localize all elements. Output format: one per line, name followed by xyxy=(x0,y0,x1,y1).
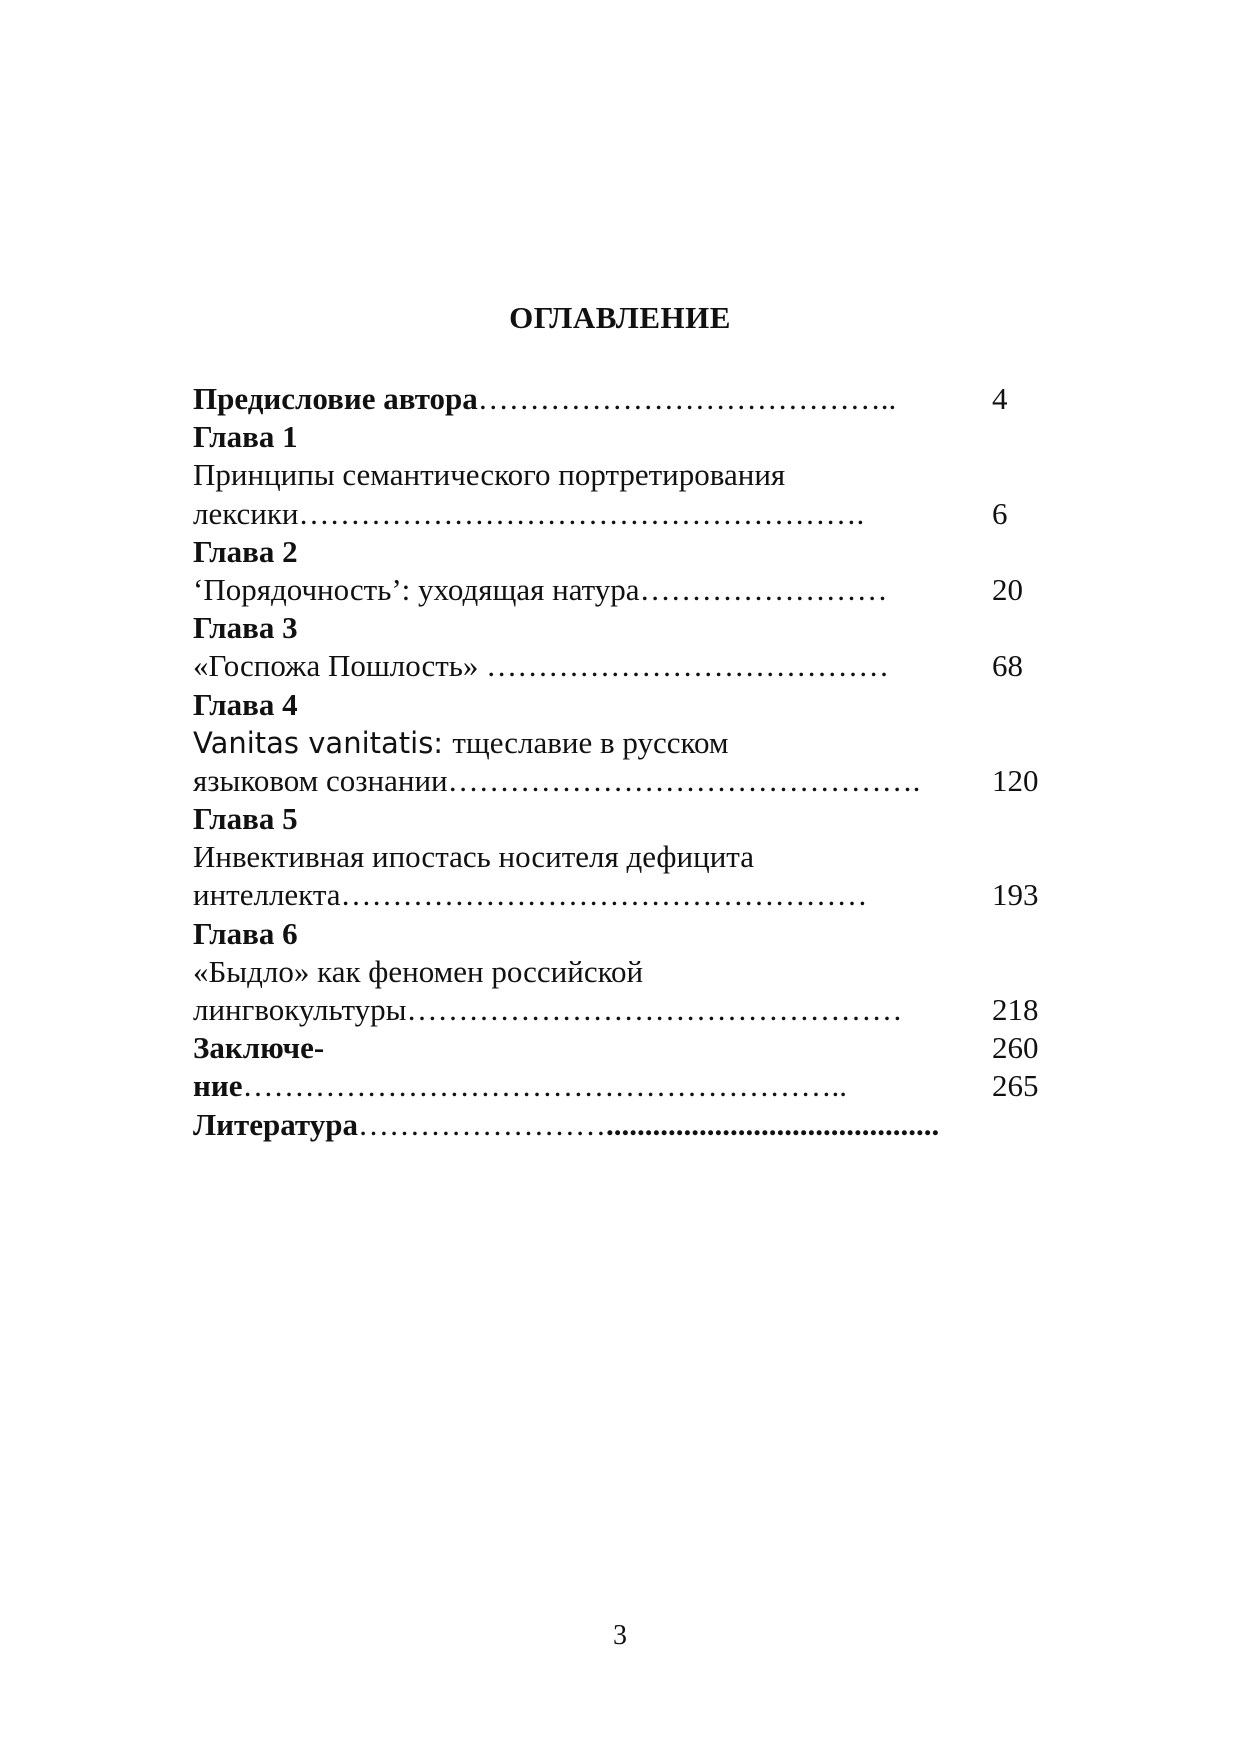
table-of-contents xyxy=(193,380,1073,1144)
entry-dots: ………………………………………… xyxy=(406,992,903,1027)
entry-dots: …………………… xyxy=(639,571,888,607)
entry-title: «Быдло» как феномен российской xyxy=(193,953,644,989)
chapter-label: Глава 1 xyxy=(193,419,298,455)
entry-title: Принципы семантического портретирования xyxy=(193,457,786,493)
toc-entry-bibliography[interactable] xyxy=(193,1106,1073,1144)
toc-entry-conclusion-line-1[interactable] xyxy=(193,1029,1073,1067)
toc-entry-chapter-1-line-1[interactable] xyxy=(193,456,1073,494)
entry-dots: ………………………………………. xyxy=(447,762,921,798)
chapter-heading-4 xyxy=(193,686,1073,724)
entry-title: Заключе- xyxy=(193,1030,325,1066)
toc-entry-chapter-6-line-1[interactable] xyxy=(193,953,1073,991)
entry-title: языковом сознании xyxy=(193,762,448,798)
entry-page: 68 xyxy=(992,648,1023,684)
entry-page: 260 xyxy=(992,1030,1039,1066)
entry-dots: ………………………………………………….. xyxy=(242,1068,847,1104)
entry-title: Инвективная ипостась носителя дефицита xyxy=(193,839,754,875)
entry-title: интеллекта xyxy=(193,877,341,913)
entry-page: 193 xyxy=(992,877,1039,913)
entry-title-latin: Vanitas vanitatis: xyxy=(193,725,453,760)
entry-dots: ………………………………… xyxy=(486,648,890,684)
entry-dots-period: ........................................... xyxy=(605,1106,940,1142)
entry-page: 4 xyxy=(992,381,1008,416)
entry-page: 20 xyxy=(992,571,1023,607)
chapter-label: Глава 6 xyxy=(193,915,298,951)
chapter-label: Глава 5 xyxy=(193,801,298,837)
chapter-label: Глава 2 xyxy=(193,533,298,569)
entry-dots: ………………………………….. xyxy=(477,381,897,416)
chapter-label: Глава 4 xyxy=(193,686,298,722)
chapter-heading-6 xyxy=(193,915,1073,953)
toc-entry-chapter-4-line-1[interactable] xyxy=(193,724,1073,762)
entry-page: 120 xyxy=(992,762,1039,798)
chapter-label: Глава 3 xyxy=(193,610,298,646)
toc-entry-chapter-2[interactable] xyxy=(193,571,1073,609)
toc-entry-chapter-1-line-2[interactable] xyxy=(193,495,1073,533)
toc-title: ОГЛАВЛЕНИЕ xyxy=(509,300,731,335)
chapter-heading-1 xyxy=(193,418,1073,456)
entry-dots: ………………………………………………. xyxy=(298,495,865,531)
chapter-heading-5 xyxy=(193,800,1073,838)
page-number: 3 xyxy=(613,1620,627,1651)
entry-title: Предисловие автора xyxy=(193,381,478,416)
toc-entry-chapter-4-line-2[interactable] xyxy=(193,762,1073,800)
toc-entry-chapter-5-line-1[interactable] xyxy=(193,838,1073,876)
toc-entry-preface[interactable] xyxy=(193,380,1073,418)
entry-title: «Госпожа Пошлость» xyxy=(193,648,487,684)
toc-entry-chapter-3[interactable] xyxy=(193,647,1073,685)
entry-dots: …………………………………………… xyxy=(340,877,868,913)
entry-dots: …………………… xyxy=(357,1106,606,1142)
toc-entry-conclusion-line-2[interactable] xyxy=(193,1067,1073,1105)
entry-title: Литература xyxy=(193,1106,358,1142)
toc-entry-chapter-5-line-2[interactable] xyxy=(193,876,1073,914)
chapter-heading-3 xyxy=(193,609,1073,647)
entry-title: ние xyxy=(193,1068,243,1104)
entry-page: 265 xyxy=(992,1068,1039,1104)
entry-title: тщеславие в русском xyxy=(452,724,729,760)
chapter-heading-2 xyxy=(193,533,1073,571)
entry-title: ‘Порядочность’: уходящая натура xyxy=(193,571,640,607)
entry-title: лингвокультуры xyxy=(193,992,407,1027)
entry-page: 218 xyxy=(992,992,1039,1027)
entry-page: 6 xyxy=(992,495,1008,531)
toc-entry-chapter-6-line-2[interactable] xyxy=(193,991,1073,1029)
entry-title: лексики xyxy=(193,495,299,531)
